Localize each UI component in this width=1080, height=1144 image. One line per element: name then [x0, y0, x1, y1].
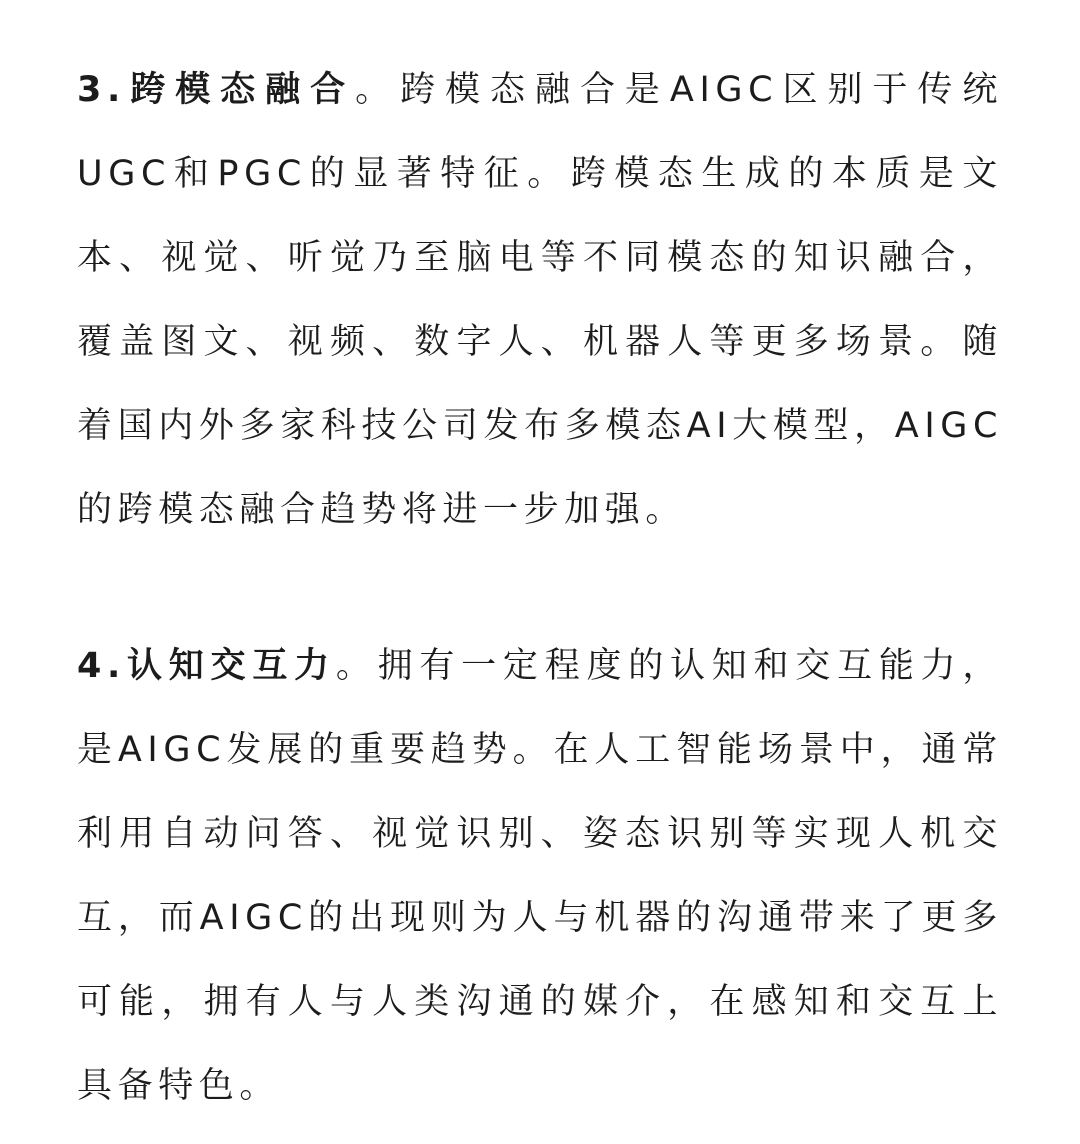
section-heading: 3.跨模态融合	[77, 70, 356, 110]
paragraph-cognitive-interaction	[77, 624, 1003, 1128]
article-body	[77, 48, 1003, 1128]
paragraph-cross-modal-fusion	[77, 48, 1003, 552]
section-heading: 4.认知交互力	[77, 646, 336, 686]
section-body: 。拥有一定程度的认知和交互能力，是AIGC发展的重要趋势。在人工智能场景中，通常利用自动问答、视觉识别、姿态识别等实现人机交互，而AIGC的出现则为人与机器的沟通带来了更多可能，拥有人与人类沟通的媒介，在感知和交互上具备特色。	[77, 646, 1003, 1106]
section-body: 。跨模态融合是AIGC区别于传统UGC和PGC的显著特征。跨模态生成的本质是文本、视觉、听觉乃至脑电等不同模态的知识融合，覆盖图文、视频、数字人、机器人等更多场景。随着国内外多家科技公司发布多模态AI大模型，AIGC的跨模态融合趋势将进一步加强。	[77, 70, 1003, 530]
